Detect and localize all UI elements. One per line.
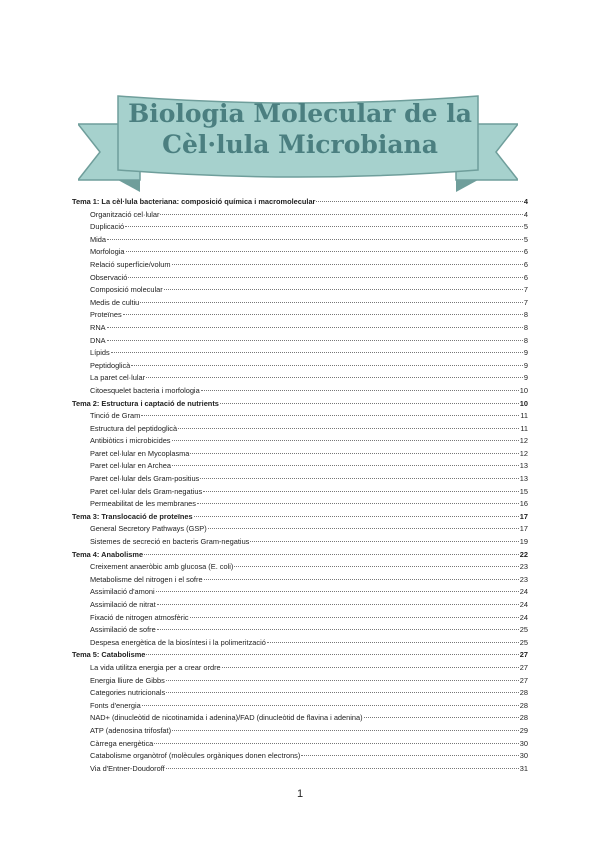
toc-section-entry[interactable] — [72, 637, 528, 650]
toc-entry-title: Relació superfície/volum — [90, 259, 171, 269]
dot-leader — [190, 617, 519, 618]
title-line-1: Biologia Molecular de la — [128, 99, 472, 128]
toc-entry-title: Energia lliure de Gibbs — [90, 675, 165, 685]
toc-entry-title: Paret cel·lular en Mycoplasma — [90, 448, 190, 458]
dot-leader — [208, 528, 519, 529]
toc-entry-page: 30 — [519, 751, 528, 761]
dot-leader — [164, 289, 523, 290]
toc-section-entry[interactable] — [72, 423, 528, 436]
dot-leader — [154, 743, 518, 744]
dot-leader — [201, 390, 519, 391]
dot-leader — [364, 717, 519, 718]
toc-entry-page: 4 — [523, 209, 528, 219]
toc-entry-page: 15 — [519, 486, 528, 496]
toc-entry-title: Assimilació de nitrat — [90, 600, 156, 609]
toc-entry-page: 8 — [523, 335, 528, 345]
page-number: 1 — [296, 788, 304, 800]
toc-section-entry[interactable] — [72, 750, 528, 763]
toc-entry-title: Tema 4: Anabolisme — [72, 549, 144, 559]
toc-entry-page: 23 — [519, 562, 528, 572]
toc-section-entry[interactable] — [72, 498, 528, 511]
toc-section-entry[interactable] — [72, 448, 528, 461]
toc-entry-page: 12 — [519, 436, 528, 446]
toc-entry-page: 16 — [519, 499, 528, 509]
dot-leader — [172, 730, 519, 731]
dot-leader — [107, 327, 523, 328]
dot-leader — [131, 365, 523, 366]
toc-entry-page: 5 — [523, 222, 528, 232]
toc-section-entry[interactable] — [72, 297, 528, 310]
toc-entry-page: 13 — [519, 474, 528, 484]
dot-leader — [123, 314, 523, 315]
toc-entry-page: 30 — [519, 738, 528, 748]
toc-section-entry[interactable] — [72, 385, 528, 398]
dot-leader — [146, 654, 518, 655]
toc-section-entry[interactable] — [72, 460, 528, 473]
toc-entry-title: DNA — [90, 335, 106, 345]
toc-section-entry[interactable] — [72, 536, 528, 549]
toc-section-entry[interactable] — [72, 284, 528, 297]
toc-chapter-entry[interactable] — [72, 511, 528, 524]
dot-leader — [166, 768, 519, 769]
toc-entry-page: 31 — [519, 763, 528, 773]
toc-entry-page: 25 — [519, 637, 528, 647]
toc-entry-page: 24 — [519, 587, 528, 597]
table-of-contents — [72, 196, 528, 775]
dot-leader — [142, 705, 519, 706]
toc-entry-title: General Secretory Pathways (GSP) — [90, 524, 207, 534]
dot-leader — [220, 403, 519, 404]
dot-leader — [125, 226, 523, 227]
dot-leader — [160, 214, 522, 215]
dot-leader — [107, 340, 523, 341]
dot-leader — [267, 642, 519, 643]
dot-leader — [156, 591, 519, 592]
toc-entry-title: Creixement anaeròbic amb glucosa (E. coli) — [90, 562, 234, 572]
toc-entry-title: Càrrega energètica — [90, 738, 154, 748]
toc-section-entry[interactable] — [72, 347, 528, 360]
toc-section-entry[interactable] — [72, 599, 528, 612]
dot-leader — [172, 440, 519, 441]
toc-entry-page: 28 — [519, 713, 528, 723]
toc-entry-page: 13 — [519, 461, 528, 471]
toc-chapter-entry[interactable] — [72, 196, 528, 209]
toc-entry-title: Mida — [90, 234, 107, 244]
toc-section-entry[interactable] — [72, 372, 528, 385]
toc-entry-title: Antibiòtics i microbicides — [90, 436, 171, 446]
toc-entry-title: Categories nutricionals — [90, 688, 166, 698]
toc-entry-page: 22 — [519, 549, 528, 559]
toc-section-entry[interactable] — [72, 586, 528, 599]
toc-entry-title: Tema 1: La cèl·lula bacteriana: composició química i macromolecular — [72, 197, 316, 206]
toc-entry-title: Assimilació d'amoni — [90, 587, 155, 597]
dot-leader — [222, 667, 519, 668]
dot-leader — [250, 541, 518, 542]
toc-entry-title: Tema 5: Catabolisme — [72, 650, 146, 660]
dot-leader — [172, 465, 519, 466]
dot-leader — [157, 629, 519, 630]
toc-entry-title: Catabolisme organòtrof (molècules orgàniques donen electrons) — [90, 751, 301, 761]
toc-entry-page: 5 — [523, 234, 528, 244]
toc-entry-title: Fixació de nitrogen atmosfèric — [90, 612, 189, 622]
toc-entry-title: NAD+ (dinucleòtid de nicotinamida i adenina)/FAD (dinucleòtid de flavina i adenina) — [90, 713, 363, 723]
toc-entry-page: 12 — [519, 448, 528, 458]
toc-chapter-entry[interactable] — [72, 549, 528, 562]
dot-leader — [111, 352, 523, 353]
toc-section-entry[interactable] — [72, 246, 528, 259]
toc-entry-title: Citoesquelet bacteria i morfologia — [90, 385, 200, 395]
toc-entry-title: Proteïnes — [90, 310, 122, 320]
dot-leader — [157, 604, 519, 605]
toc-entry-title: Estructura del peptidoglicà — [90, 423, 178, 433]
toc-entry-page: 24 — [519, 600, 528, 609]
toc-entry-page: 11 — [520, 411, 528, 421]
dot-leader — [194, 516, 519, 517]
toc-entry-title: Metabolisme del nitrogen i el sofre — [90, 574, 203, 584]
toc-entry-title: RNA — [90, 322, 106, 332]
toc-entry-title: Duplicació — [90, 222, 125, 232]
toc-section-entry[interactable] — [72, 234, 528, 247]
toc-entry-title: Fonts d'energia — [90, 700, 141, 710]
toc-entry-title: Paret cel·lular dels Gram-positius — [90, 474, 200, 484]
toc-entry-page: 28 — [519, 688, 528, 698]
toc-section-entry[interactable] — [72, 612, 528, 625]
toc-entry-title: Morfologia — [90, 247, 125, 257]
toc-section-entry[interactable] — [72, 209, 528, 222]
toc-section-entry[interactable] — [72, 410, 528, 423]
toc-section-entry[interactable] — [72, 624, 528, 637]
toc-entry-page: 27 — [519, 650, 528, 660]
toc-entry-page: 17 — [519, 511, 528, 521]
dot-leader — [316, 201, 522, 202]
toc-entry-title: Permeabilitat de les membranes — [90, 499, 196, 509]
dot-leader — [172, 264, 523, 265]
dot-leader — [301, 755, 518, 756]
dot-leader — [197, 503, 519, 504]
toc-section-entry[interactable] — [72, 662, 528, 675]
toc-section-entry[interactable] — [72, 738, 528, 751]
toc-section-entry[interactable] — [72, 322, 528, 335]
toc-entry-page: 8 — [523, 310, 528, 320]
toc-section-entry[interactable] — [72, 259, 528, 272]
toc-section-entry[interactable] — [72, 763, 528, 776]
toc-section-entry[interactable] — [72, 561, 528, 574]
dot-leader — [146, 377, 523, 378]
toc-entry-title: Via d'Entner-Doudoroff — [90, 763, 165, 773]
toc-entry-page: 19 — [519, 537, 528, 547]
toc-entry-title: La paret cel·lular — [90, 373, 146, 383]
dot-leader — [178, 428, 519, 429]
toc-entry-page: 11 — [520, 423, 528, 433]
toc-section-entry[interactable] — [72, 486, 528, 499]
toc-chapter-entry[interactable] — [72, 398, 528, 411]
dot-leader — [141, 415, 519, 416]
toc-entry-page: 7 — [523, 285, 528, 295]
toc-entry-page: 17 — [519, 524, 528, 534]
toc-section-entry[interactable] — [72, 221, 528, 234]
toc-entry-title: Despesa energètica de la biosíntesi i la polimerització — [90, 637, 266, 647]
toc-entry-title: Peptidoglicà — [90, 360, 131, 370]
toc-entry-title: Lípids — [90, 348, 110, 358]
toc-entry-page: 28 — [519, 700, 528, 710]
title-line-2: Cèl·lula Microbiana — [162, 130, 438, 159]
toc-entry-title: Tema 3: Translocació de proteïnes — [72, 511, 193, 521]
toc-entry-page: 25 — [519, 625, 528, 635]
toc-entry-title: Medis de cultiu — [90, 297, 140, 307]
toc-section-entry[interactable] — [72, 712, 528, 725]
toc-entry-title: Observació — [90, 272, 128, 282]
toc-entry-page: 6 — [523, 272, 528, 282]
dot-leader — [126, 251, 523, 252]
toc-entry-page: 7 — [523, 297, 528, 307]
toc-entry-title: Organització cel·lular — [90, 209, 160, 219]
toc-entry-page: 10 — [519, 385, 528, 395]
toc-entry-page: 29 — [519, 725, 528, 735]
dot-leader — [107, 239, 523, 240]
toc-entry-title: Paret cel·lular dels Gram-negatius — [90, 486, 203, 496]
toc-entry-title: Composició molecular — [90, 285, 163, 295]
toc-section-entry[interactable] — [72, 473, 528, 486]
toc-entry-page: 9 — [523, 360, 528, 370]
toc-chapter-entry[interactable] — [72, 649, 528, 662]
toc-entry-title: La vida utilitza energia per a crear ordre — [90, 662, 221, 672]
dot-leader — [200, 478, 519, 479]
toc-entry-page: 8 — [523, 322, 528, 332]
toc-section-entry[interactable] — [72, 725, 528, 738]
toc-entry-title: Tinció de Gram — [90, 411, 141, 421]
toc-section-entry[interactable] — [72, 309, 528, 322]
toc-entry-page: 23 — [519, 574, 528, 584]
toc-entry-title: Sistemes de secreció en bacteris Gram-negatius — [90, 537, 250, 547]
dot-leader — [128, 277, 522, 278]
dot-leader — [203, 491, 519, 492]
toc-entry-title: ATP (adenosina trifosfat) — [90, 725, 172, 735]
toc-entry-page: 6 — [523, 247, 528, 257]
toc-entry-page: 10 — [519, 398, 528, 408]
document-title — [112, 98, 488, 160]
toc-section-entry[interactable] — [72, 435, 528, 448]
toc-section-entry[interactable] — [72, 687, 528, 700]
toc-section-entry[interactable] — [72, 272, 528, 285]
dot-leader — [140, 302, 523, 303]
dot-leader — [166, 692, 519, 693]
dot-leader — [234, 566, 518, 567]
toc-entry-page: 24 — [519, 612, 528, 622]
dot-leader — [144, 554, 519, 555]
toc-entry-page: 27 — [519, 675, 528, 685]
toc-entry-title: Assimilació de sofre — [90, 625, 156, 635]
toc-section-entry[interactable] — [72, 700, 528, 713]
toc-entry-title: Tema 2: Estructura i captació de nutrients — [72, 398, 219, 408]
toc-section-entry[interactable] — [72, 675, 528, 688]
toc-section-entry[interactable] — [72, 523, 528, 536]
toc-entry-page: 6 — [523, 259, 528, 269]
toc-entry-page: 9 — [523, 373, 528, 383]
toc-section-entry[interactable] — [72, 574, 528, 587]
toc-entry-page: 27 — [519, 662, 528, 672]
toc-section-entry[interactable] — [72, 335, 528, 348]
toc-entry-page: 9 — [523, 348, 528, 358]
toc-entry-page: 4 — [523, 197, 528, 206]
toc-entry-title: Paret cel·lular en Archea — [90, 461, 171, 471]
toc-section-entry[interactable] — [72, 360, 528, 373]
dot-leader — [190, 453, 518, 454]
dot-leader — [166, 680, 519, 681]
dot-leader — [204, 579, 519, 580]
